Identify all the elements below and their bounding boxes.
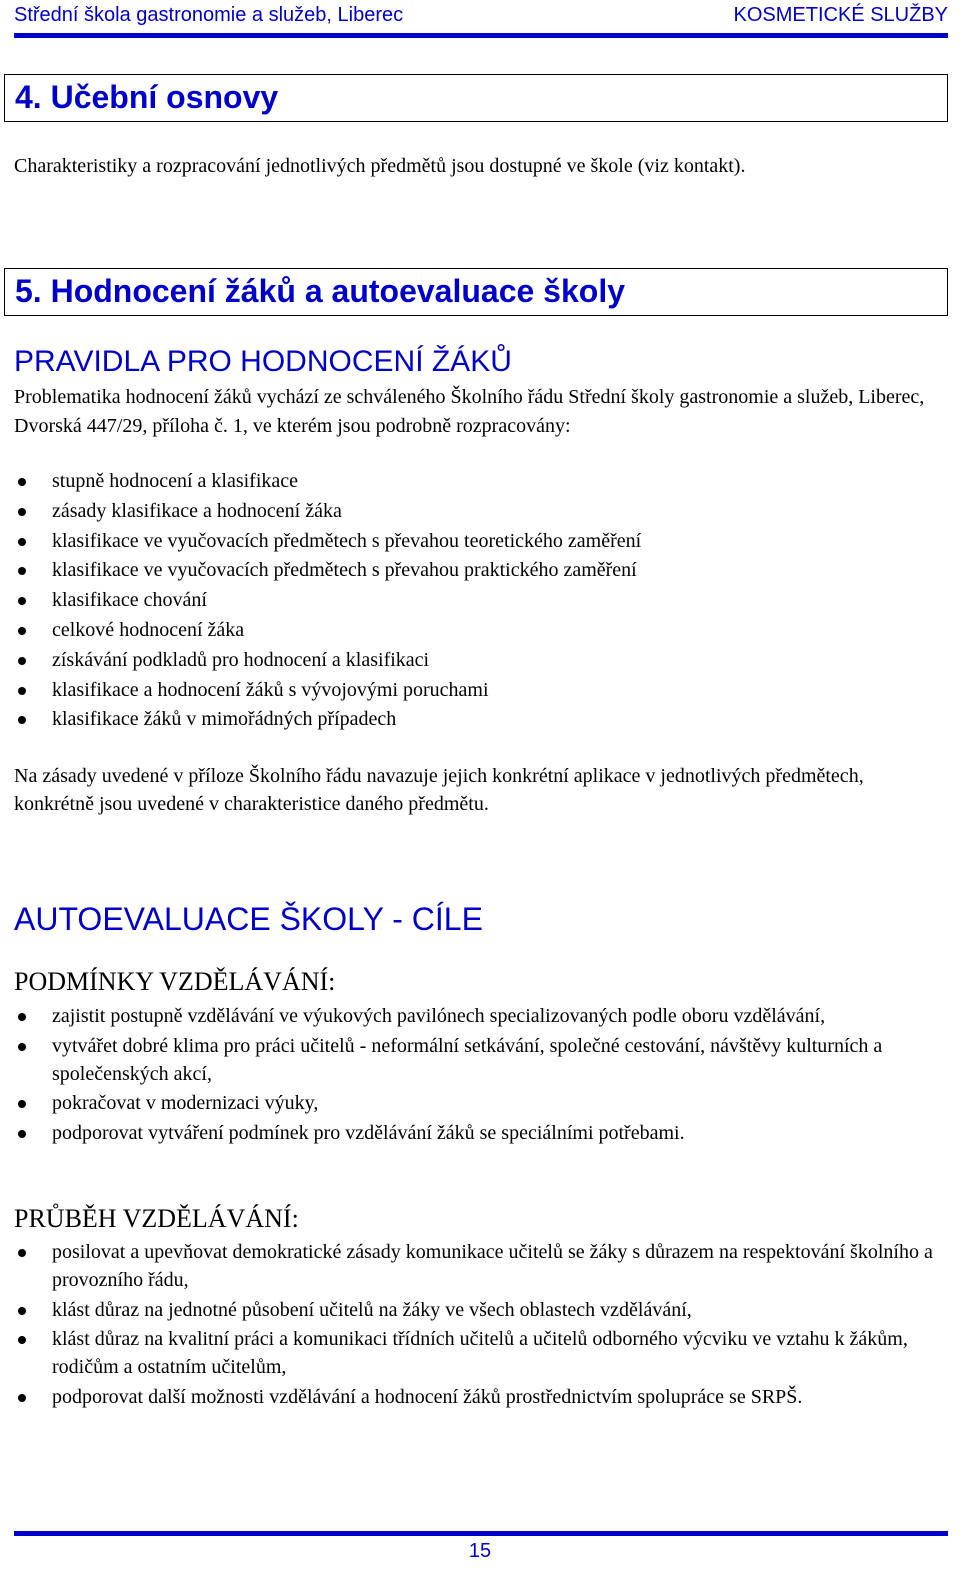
section-4-heading: 4. Učební osnovy [4,74,948,122]
bullet-icon [18,1394,26,1402]
list-item: stupně hodnocení a klasifikace [14,467,940,497]
rules-closing: Na zásady uvedené v příloze Školního řádu navazuje jejich konkrétní aplikace v jednotlivých předmětech, konkrétně jsou uvedené v charakteristice daného předmětu. [14,765,864,815]
header-school-name: Střední škola gastronomie a služeb, Liberec [14,4,404,26]
bullet-icon [18,1249,26,1257]
rules-list [14,467,940,735]
rules-heading: PRAVIDLA PRO HODNOCENÍ ŽÁKŮ [14,345,512,378]
page-header [14,2,948,38]
list-item: klasifikace chování [14,586,940,616]
list-item: podporovat vytváření podmínek pro vzdělávání žáků se speciálními potřebami. [14,1119,940,1147]
list-item: posilovat a upevňovat demokratické zásady komunikace učitelů se žáky s důrazem na respektování školního a provozního řádu, [14,1238,940,1294]
bullet-icon [18,567,26,575]
process-list [14,1238,940,1412]
autoevaluation-heading: AUTOEVALUACE ŠKOLY - CÍLE [14,901,483,937]
bullet-icon [18,1100,26,1108]
list-item: získávání podkladů pro hodnocení a klasifikaci [14,646,940,676]
list-item: klasifikace a hodnocení žáků s vývojovými poruchami [14,676,940,706]
list-item: klasifikace žáků v mimořádných případech [14,705,940,735]
list-item: klást důraz na kvalitní práci a komunikaci třídních učitelů a učitelů odborného výcviku ve vztahu k žákům, rodičům a ostatním učitelům, [14,1325,940,1381]
page-number: 15 [468,1540,492,1562]
bullet-icon [18,508,26,516]
rules-intro: Problematika hodnocení žáků vychází ze schváleného Školního řádu Střední školy gastronomie a služeb, Liberec, Dvorská 447/29, příloha č. 1, ve kterém jsou podrobně rozpracovány: [14,386,925,437]
bullet-icon [18,627,26,635]
conditions-heading: PODMÍNKY VZDĚLÁVÁNÍ: [14,967,336,996]
list-item: zásady klasifikace a hodnocení žáka [14,497,940,527]
bullet-icon [18,597,26,605]
bullet-icon [18,1043,26,1051]
bullet-icon [18,1307,26,1315]
header-program-name: KOSMETICKÉ SLUŽBY [733,4,948,26]
bullet-icon [18,1130,26,1138]
section-4-text: Charakteristiky a rozpracování jednotlivých předmětů jsou dostupné ve škole (viz kontakt). [14,155,746,177]
list-item: pokračovat v modernizaci výuky, [14,1089,940,1117]
list-item: zajistit postupně vzdělávání ve výukových pavilónech specializovaných podle oboru vzdělávání, [14,1002,940,1030]
bullet-icon [18,1013,26,1021]
list-item: klasifikace ve vyučovacích předmětech s převahou teoretického zaměření [14,527,940,557]
bullet-icon [18,478,26,486]
footer-divider [14,1531,948,1536]
conditions-list [14,1002,940,1148]
list-item: podporovat další možnosti vzdělávání a hodnocení žáků prostřednictvím spolupráce se SRPŠ. [14,1383,940,1411]
bullet-icon [18,657,26,665]
list-item: vytvářet dobré klima pro práci učitelů - neformální setkávání, společné cestování, návštěvy kulturních a společenských akcí, [14,1032,940,1088]
list-item: celkové hodnocení žáka [14,616,940,646]
list-item: klást důraz na jednotné působení učitelů na žáky ve všech oblastech vzdělávání, [14,1296,940,1324]
bullet-icon [18,687,26,695]
section-5-heading: 5. Hodnocení žáků a autoevaluace školy [4,268,948,316]
list-item: klasifikace ve vyučovacích předmětech s převahou praktického zaměření [14,556,940,586]
bullet-icon [18,538,26,546]
bullet-icon [18,716,26,724]
process-heading: PRŮBĚH VZDĚLÁVÁNÍ: [14,1204,299,1233]
bullet-icon [18,1336,26,1344]
